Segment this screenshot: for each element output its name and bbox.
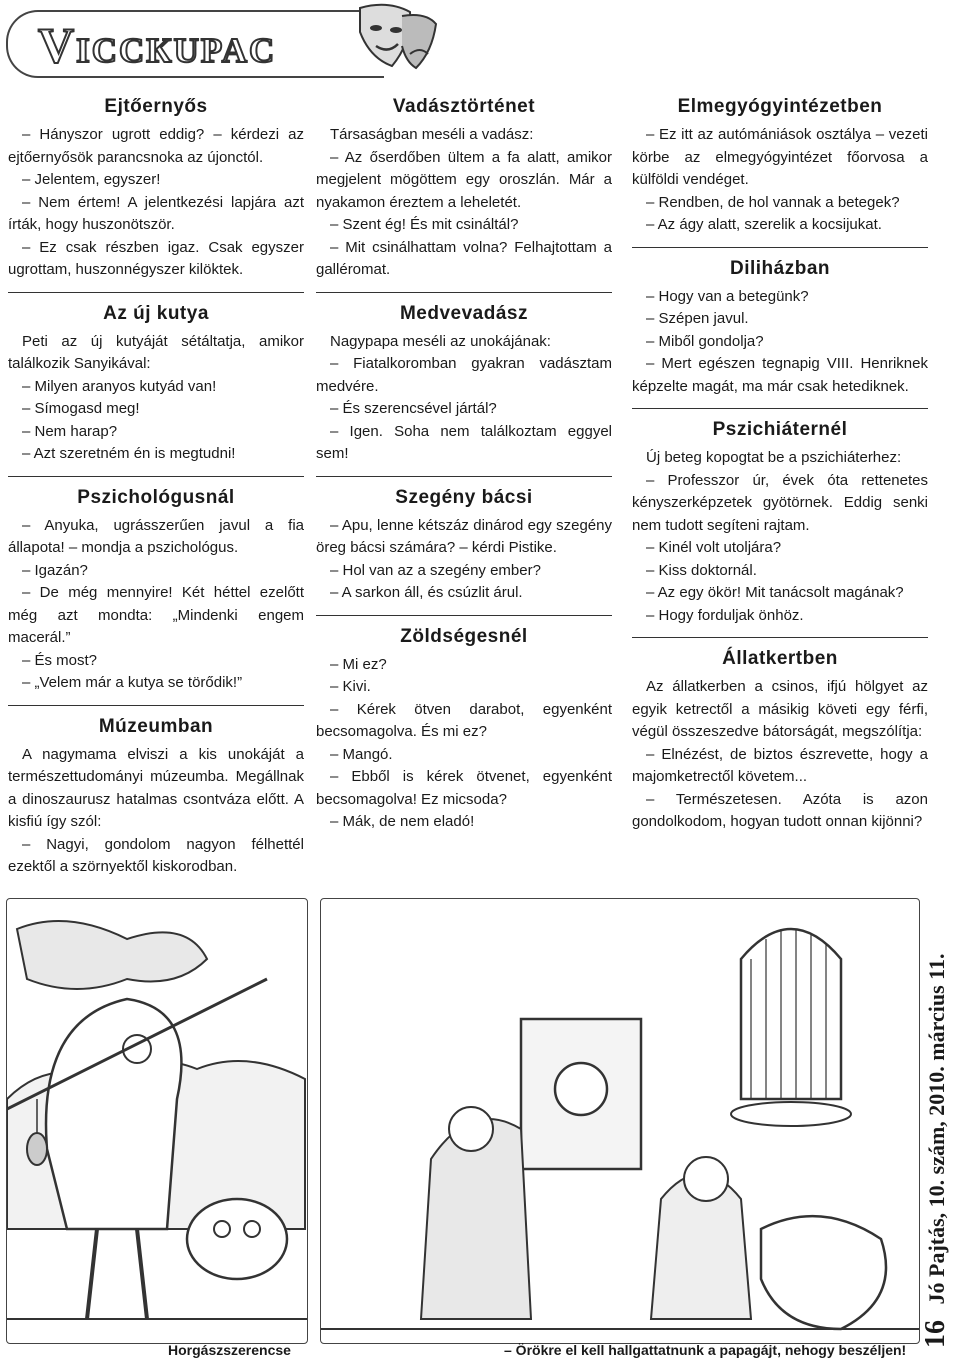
joke-line: – Rendben, de hol vannak a betegek? bbox=[646, 193, 900, 211]
section-title: Szegény bácsi bbox=[316, 476, 612, 515]
joke-line: – Igazán? bbox=[22, 561, 88, 579]
caption-fishing: Horgászszerencse bbox=[168, 1342, 291, 1358]
joke-line: – Kinél volt utoljára? bbox=[646, 539, 782, 556]
joke-line: Nagypapa meséli az unokájának: bbox=[330, 332, 551, 350]
joke-line: – Ez itt az autómániások osztálya – vezeti körbe az elmegyógyintézet főorvosa a külföldi vendéget. bbox=[632, 126, 928, 188]
joke-line: – Szépen javul. bbox=[646, 310, 749, 327]
page-footer-vertical bbox=[920, 953, 956, 1360]
joke-line: – Nem harap? bbox=[22, 422, 118, 440]
joke-line: Új beteg kopogtat be a pszichiáterhez: bbox=[646, 449, 902, 466]
joke-line: – Kivi. bbox=[330, 678, 371, 695]
section-body bbox=[316, 331, 612, 466]
joke-line: – Szent ég! És mit csináltál? bbox=[330, 216, 519, 233]
section-title: Az új kutya bbox=[8, 292, 304, 331]
section-title: Zöldségesnél bbox=[316, 615, 612, 654]
section-body bbox=[632, 676, 928, 834]
section-title: Elmegyógyintézetben bbox=[677, 96, 883, 117]
masthead-title: Viccкupac bbox=[38, 17, 277, 73]
joke-line: – Miből gondolja? bbox=[646, 332, 764, 350]
section-body bbox=[632, 286, 928, 399]
joke-line: – Professzor úr, évek óta rettenetes kényszerképzetek gyötörnek. Eddig senki nem tudott segíteni rajtam. bbox=[632, 471, 928, 534]
section-title: Pszichiáternél bbox=[632, 408, 928, 447]
joke-line: – Hogy van a betegünk? bbox=[646, 287, 809, 305]
section-body bbox=[8, 515, 304, 695]
joke-line: A nagymama elviszi a kis unokáját a természettudományi múzeumba. Megállnak a dinoszaurusz hatalmas csontváza előtt. A kisfiú így szól: bbox=[8, 745, 304, 830]
joke-line: Társaságban meséli a vadász: bbox=[330, 126, 534, 143]
section-body bbox=[316, 124, 612, 282]
section-body bbox=[8, 124, 304, 282]
joke-line: – Nagyi, gondolom nagyon félhettél ezektől a szörnyektől kiskorodban. bbox=[8, 835, 304, 875]
joke-line: – Az egy ökör! Mit tanácsolt magának? bbox=[646, 584, 904, 601]
column-right bbox=[632, 92, 928, 844]
joke-line: Az állatkerben a csinos, ifjú hölgyet az egyik ketrectől a másikig követi egy férfi, végül összeszedve bátorságát, megszólítja: bbox=[632, 678, 928, 740]
caption-parrot: – Örökre el kell hallgattatnunk a papagájt, nehogy beszéljen! bbox=[504, 1342, 907, 1358]
joke-line: – Az őserdőben ültem a fa alatt, amikor megjelent mögöttem egy oroszlán. Már a nyakamon éreztem a leheletét. bbox=[316, 148, 612, 211]
parrot-cartoon-illustration bbox=[321, 899, 919, 1343]
joke-line: – Mert egészen tegnapig VIII. Henriknek képzelte magát, ma már csak hetediknek. bbox=[632, 355, 928, 395]
joke-line: – A sarkon áll, és csúzlit árul. bbox=[330, 584, 523, 601]
joke-line: – Hogy forduljak önhöz. bbox=[646, 606, 804, 624]
joke-line: – Hol van az a szegény ember? bbox=[330, 561, 541, 579]
section-body bbox=[316, 515, 612, 605]
theatre-masks-icon bbox=[340, 2, 440, 78]
section-title: Diliházban bbox=[632, 247, 928, 286]
joke-line: – Kiss doktornál. bbox=[646, 561, 757, 579]
joke-line: Peti az új kutyáját sétáltatja, amikor találkozik Sanyikával: bbox=[8, 332, 304, 372]
column-middle bbox=[316, 92, 612, 844]
joke-line: – Anyuka, ugrásszerűen javul a fia állapota! – mondja a pszichológus. bbox=[8, 516, 304, 556]
joke-line: – Milyen aranyos kutyád van! bbox=[22, 377, 217, 395]
joke-line: – De még mennyire! Két héttel ezelőtt még azt mondta: „Mindenki engem macerál.” bbox=[8, 584, 304, 646]
joke-line: – Elnézést, de biztos észrevette, hogy a majomketrectől követem... bbox=[632, 745, 928, 785]
joke-line: – Kérek ötven darabot, egyenként becsomagolva. És mi ez? bbox=[316, 700, 612, 740]
joke-line: – Mangó. bbox=[330, 745, 393, 763]
joke-line: – Mit csinálhattam volna? Felhajtottam a galléromat. bbox=[316, 238, 612, 278]
issue-line: Jó Pajtás, 10. szám, 2010. március 11. bbox=[924, 953, 949, 1305]
masthead bbox=[0, 0, 960, 82]
issue-info bbox=[920, 953, 952, 1348]
joke-line: – És most? bbox=[22, 651, 98, 669]
section-body bbox=[632, 447, 928, 627]
section-body bbox=[8, 744, 304, 879]
section-body bbox=[316, 654, 612, 834]
joke-line: – Nem értem! A jelentkezési lapjára azt írták, hogy huszonötször. bbox=[8, 193, 304, 233]
joke-line: – Símogasd meg! bbox=[22, 400, 140, 417]
section-title: Vadásztörténet bbox=[392, 96, 536, 117]
joke-line: – Ez csak részben igaz. Csak egyszer ugrottam, huszonnégyszer kilöktek. bbox=[8, 238, 304, 278]
section-title: Ejtőernyős bbox=[104, 96, 208, 117]
column-left bbox=[8, 92, 304, 889]
cartoon-fishing bbox=[6, 898, 308, 1344]
section-body bbox=[632, 124, 928, 237]
section-title: Medvevadász bbox=[316, 292, 612, 331]
section-title: Állatkertben bbox=[632, 637, 928, 676]
cartoon-parrot bbox=[320, 898, 920, 1344]
section-title: Múzeumban bbox=[8, 705, 304, 744]
joke-line: – Az ágy alatt, szerelik a kocsijukat. bbox=[646, 216, 882, 233]
fishing-cartoon-illustration bbox=[7, 899, 307, 1343]
joke-line: – Azt szeretném én is megtudni! bbox=[22, 445, 236, 462]
joke-line: – „Velem már a kutya se törődik!” bbox=[22, 674, 243, 691]
section-title: Pszichológusnál bbox=[8, 476, 304, 515]
joke-line: – Mák, de nem eladó! bbox=[330, 813, 475, 830]
joke-line: – Mi ez? bbox=[330, 655, 387, 673]
joke-line: – Ebből is kérek ötvenet, egyenként becsomagolva! Ez micsoda? bbox=[316, 768, 612, 808]
joke-line: – Apu, lenne kétszáz dinárod egy szegény öreg bácsi számára? – kérdi Pistike. bbox=[316, 516, 612, 556]
joke-line: – Igen. Soha nem találkoztam eggyel sem! bbox=[316, 422, 612, 462]
joke-line: – Hányszor ugrott eddig? – kérdezi az ejtőernyősök parancsnoka az újonctól. bbox=[8, 126, 304, 166]
page-number: 16 bbox=[920, 1320, 951, 1348]
section-body bbox=[8, 331, 304, 466]
joke-line: – És szerencsével jártál? bbox=[330, 400, 497, 417]
joke-line: – Természetesen. Azóta is azon gondolkodom, hogyan tudott onnan kijönni? bbox=[632, 790, 928, 830]
joke-line: – Jelentem, egyszer! bbox=[22, 171, 161, 188]
joke-line: – Fiatalkoromban gyakran vadásztam medvére. bbox=[316, 355, 612, 395]
